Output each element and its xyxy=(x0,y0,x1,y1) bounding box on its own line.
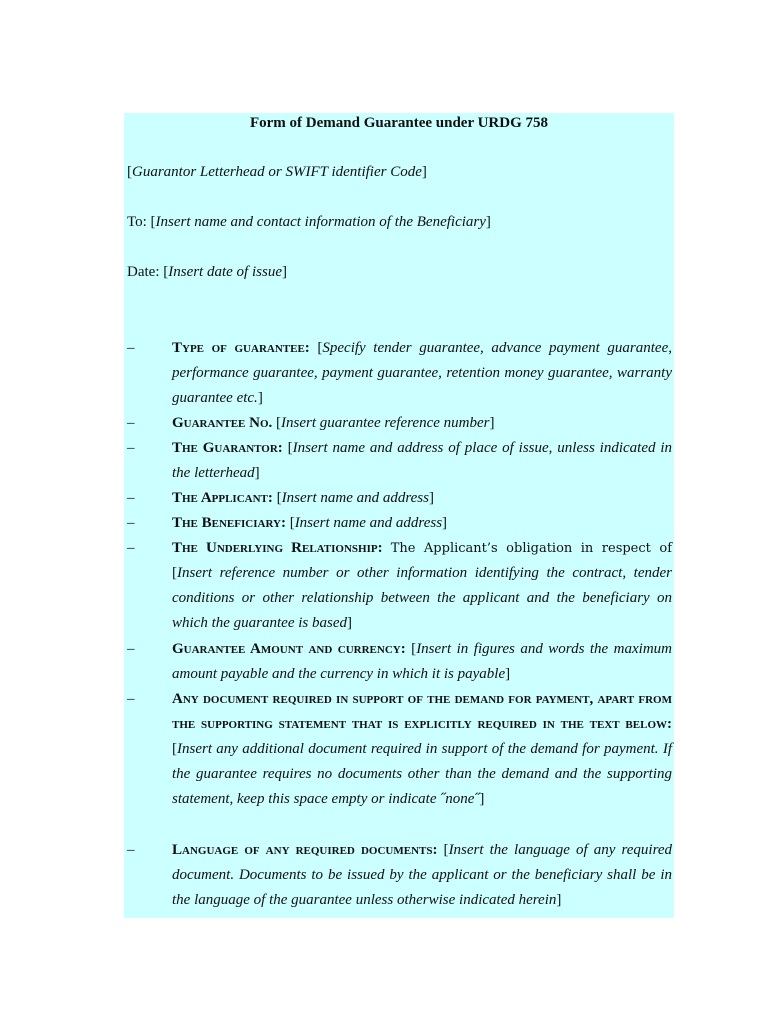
item-label: Guarantee No. xyxy=(172,415,273,431)
item-dash: – xyxy=(127,490,135,506)
item-label: The Applicant: xyxy=(172,490,273,506)
item-dash: – xyxy=(127,415,135,431)
list-item-applicant: The Applicant: [Insert name and address] xyxy=(172,490,434,506)
item-label: The Underlying Relationship: xyxy=(172,540,383,556)
item-value: Insert name and address xyxy=(294,515,443,531)
item-dash: – xyxy=(127,515,135,531)
list-item-guarantee-no: Guarantee No. [Insert guarantee reference number] xyxy=(172,415,495,431)
item-dash: – xyxy=(127,641,135,657)
document-title: Form of Demand Guarantee under URDG 758 xyxy=(249,115,549,131)
list-item-underlying-relationship: The Underlying Relationship: The Applicant’s obligation in respect of [Insert reference number or other information identifying the contract, tender conditions or other relationship between the applicant and the beneficiary on which the guarantee is based] xyxy=(172,540,673,631)
item-value: Insert any additional document required in support of the demand for payment. If the guarantee requires no documents other than the demand and the supporting statement, keep this space empty or indicate ˝none˝ xyxy=(172,741,672,807)
list-item-guarantee-amount: Guarantee Amount and currency: [Insert in figures and words the maximum amount payable and the currency in which it is payable] xyxy=(172,641,672,682)
date-label: Date: xyxy=(127,264,160,280)
item-value: Insert guarantee reference number xyxy=(281,415,490,431)
item-label: The Guarantor: xyxy=(172,440,283,456)
list-item-required-documents: Any document required in support of the demand for payment, apart from the supporting statement that is explicitly required in the text below: [Insert any additional document required in support of the demand for payment. If the guarantee requires no documents other than the demand and the supporting statement, keep this space empty or indicate ˝none˝] xyxy=(172,691,672,807)
list-item-guarantor: The Guarantor: [Insert name and address of place of issue, unless indicated in the letterhead] xyxy=(172,440,673,481)
letterhead-text: Guarantor Letterhead or SWIFT identifier Code xyxy=(132,164,422,180)
item-label: Language of any required documents: xyxy=(172,842,438,858)
item-value: Specify tender guarantee, advance payment guarantee, performance guarantee, payment guarantee, retention money guarantee, warranty guarantee etc. xyxy=(172,340,672,406)
item-dash: – xyxy=(127,440,135,456)
date-value: Insert date of issue xyxy=(168,264,282,280)
item-label: Guarantee Amount and currency: xyxy=(172,641,406,657)
item-dash: – xyxy=(127,842,135,858)
item-label: Type of guarantee: xyxy=(172,340,310,356)
item-value: Insert the language of any required document. Documents to be issued by the applicant or the beneficiary shall be in the language of the guarantee unless otherwise indicated herein xyxy=(172,842,673,908)
item-value: Insert name and address of place of issue, unless indicated in the letterhead xyxy=(172,440,673,481)
to-line: To: [Insert name and contact information of the Beneficiary] xyxy=(127,214,491,230)
date-line: Date: [Insert date of issue] xyxy=(127,264,287,280)
list-item-type-of-guarantee: Type of guarantee: [Specify tender guarantee, advance payment guarantee, performance guarantee, payment guarantee, retention money guarantee, warranty guarantee etc.] xyxy=(172,340,672,406)
item-dash: – xyxy=(127,691,135,707)
to-value: Insert name and contact information of the Beneficiary xyxy=(155,214,486,230)
to-label: To: xyxy=(127,214,147,230)
item-plain-text: The Applicant’s obligation in respect of xyxy=(390,541,673,556)
item-value: Insert reference number or other information identifying the contract, tender conditions or other relationship between the applicant and the beneficiary on which the guarantee is based xyxy=(172,565,672,631)
item-dash: – xyxy=(127,340,135,356)
list-item-language: Language of any required documents: [Insert the language of any required document. Documents to be issued by the applicant or the beneficiary shall be in the language of the guarantee unless otherwise indicated herein] xyxy=(172,842,673,908)
document-page xyxy=(124,113,674,918)
item-value: Insert name and address xyxy=(281,490,429,506)
letterhead-line: [Guarantor Letterhead or SWIFT identifier Code] xyxy=(127,164,427,180)
item-dash: – xyxy=(127,540,135,556)
list-item-beneficiary: The Beneficiary: [Insert name and address] xyxy=(172,515,448,531)
item-value: Insert in figures and words the maximum amount payable and the currency in which it is payable xyxy=(172,641,672,682)
item-label: The Beneficiary: xyxy=(172,515,286,531)
item-label: Any document required in support of the demand for payment, apart from the supporting statement that is explicitly required in the text below: xyxy=(172,691,672,732)
